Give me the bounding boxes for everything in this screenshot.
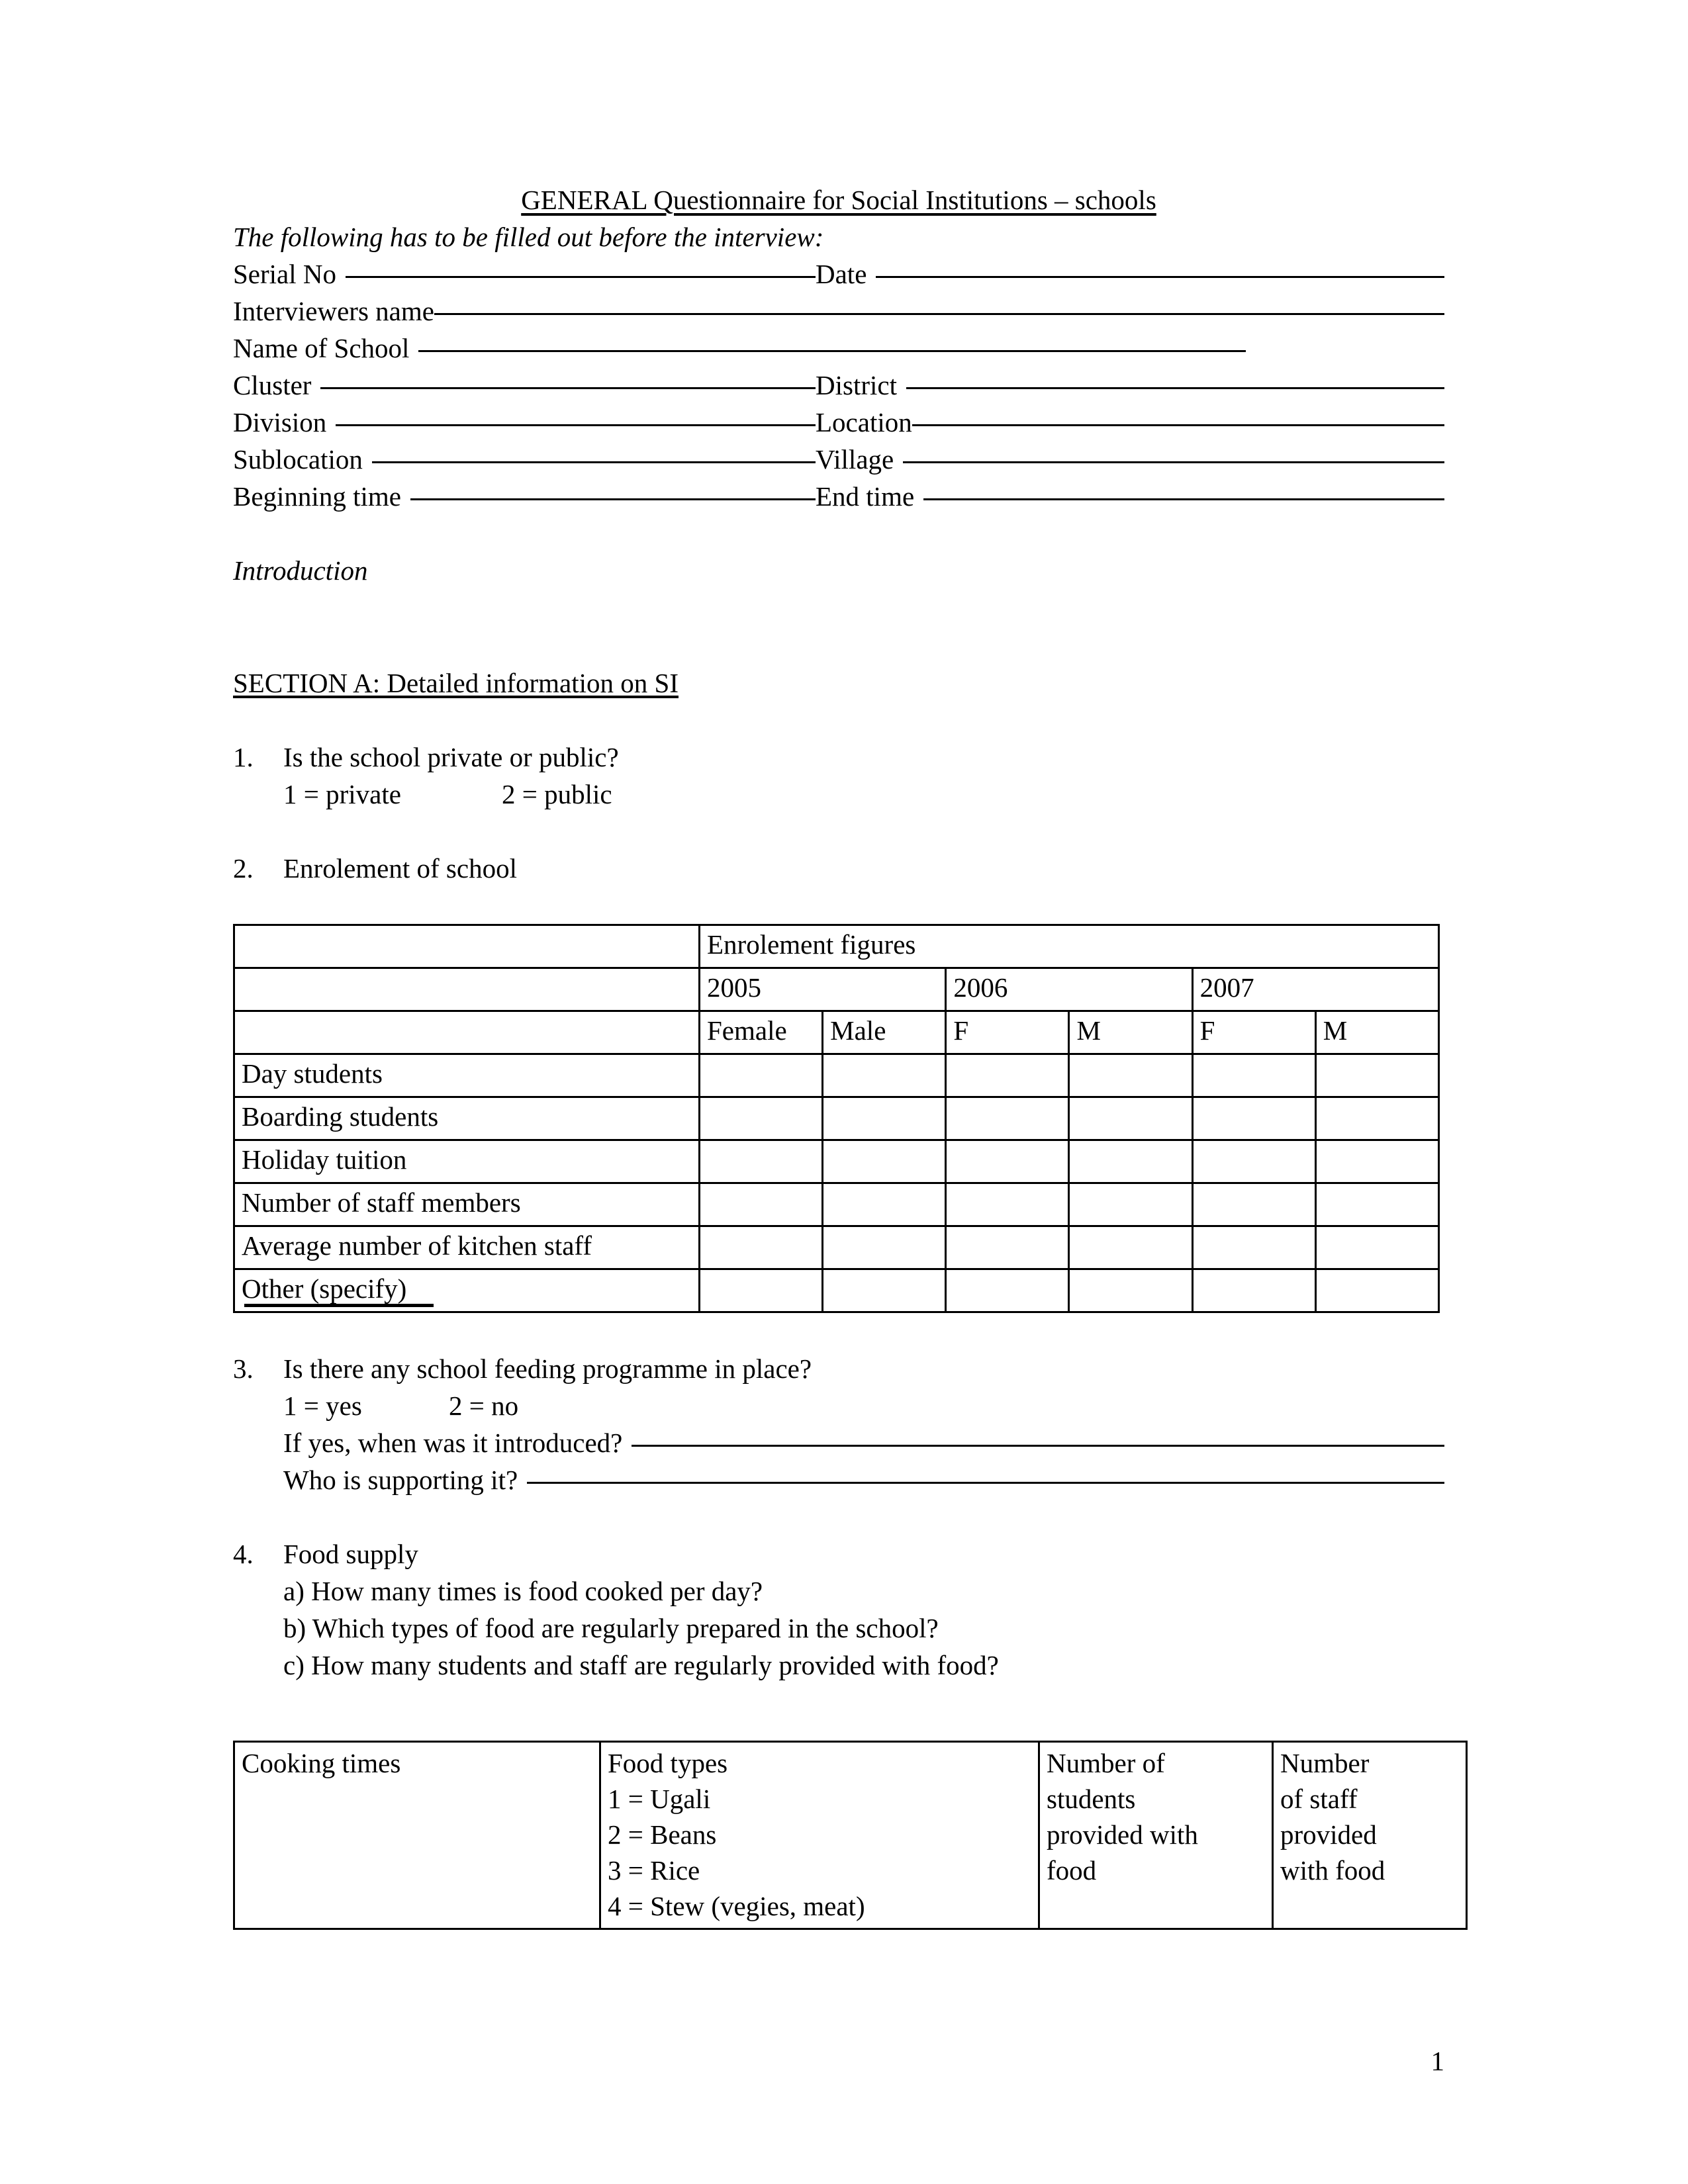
table-row [234, 1742, 1467, 1929]
field-label-name-of-school: Name of School [233, 333, 410, 363]
field-rule-division[interactable] [336, 424, 816, 426]
field-row-interviewers-name [233, 293, 1444, 330]
cell-input[interactable] [1315, 1140, 1438, 1183]
question-4-text: Food supply [283, 1539, 418, 1569]
question-3-followup-introduced [233, 1424, 1444, 1461]
field-row-cluster-district [233, 367, 1444, 404]
question-1-text: Is the school private or public? [283, 742, 619, 772]
students-header-line-1: Number of [1047, 1748, 1165, 1778]
spacer [233, 589, 1444, 645]
cell-input[interactable] [1315, 1183, 1438, 1226]
field-end-time[interactable] [816, 478, 1444, 515]
question-2-number: 2. [233, 853, 254, 884]
spacer [233, 645, 1444, 664]
field-label-beginning-time: Beginning time [233, 481, 401, 512]
field-sublocation[interactable] [233, 441, 816, 478]
cell-sex-2007-f: F [1192, 1011, 1315, 1054]
field-division[interactable] [233, 404, 816, 441]
section-a-heading [233, 664, 1444, 702]
field-rule-village[interactable] [903, 461, 1444, 463]
spacer [233, 1313, 1444, 1350]
field-label-date: Date [816, 259, 867, 289]
page-title [233, 183, 1444, 217]
field-rule-interviewers-name[interactable] [434, 313, 1444, 315]
question-3-followup-introduced-label: If yes, when was it introduced? [283, 1428, 623, 1458]
question-1-option-private[interactable]: 1 = private [283, 779, 401, 809]
page-title-text: GENERAL Questionnaire for Social Institutions – schools [521, 185, 1156, 215]
prefill-note: The following has to be filled out before the interview: [233, 222, 824, 252]
cell-input[interactable] [823, 1183, 946, 1226]
food-type-option-3: 3 = Rice [608, 1855, 700, 1886]
cell-input[interactable] [1192, 1097, 1315, 1140]
field-location[interactable] [816, 404, 1444, 441]
field-label-sublocation: Sublocation [233, 444, 363, 475]
food-type-option-1: 1 = Ugali [608, 1784, 711, 1814]
table-row [234, 1226, 1439, 1269]
food-type-option-2: 2 = Beans [608, 1819, 717, 1850]
field-rule-serial-no[interactable] [346, 276, 816, 278]
cell-input[interactable] [700, 1226, 823, 1269]
page-number: 1 [1430, 2046, 1444, 2076]
students-header-line-3: provided with [1047, 1819, 1198, 1850]
cell-input[interactable] [823, 1097, 946, 1140]
question-1 [233, 739, 1444, 776]
field-label-division: Division [233, 407, 327, 437]
field-village[interactable] [816, 441, 1444, 478]
cell-input[interactable] [1192, 1226, 1315, 1269]
cell-row-label-boarding-students: Boarding students [234, 1097, 700, 1140]
table-row-years [234, 968, 1439, 1011]
enrolement-table [233, 924, 1440, 1313]
spacer [233, 813, 1444, 850]
cell-input[interactable] [1069, 1097, 1192, 1140]
cell-input[interactable] [823, 1140, 946, 1183]
staff-header-line-3: provided [1280, 1819, 1377, 1850]
cell-cooking-times[interactable] [234, 1742, 600, 1929]
cell-sex-2006-f: F [946, 1011, 1069, 1054]
question-3 [233, 1350, 1444, 1387]
cell-input[interactable] [1069, 1183, 1192, 1226]
cell-food-types-title: Food types [608, 1748, 728, 1778]
staff-header-line-1: Number [1280, 1748, 1370, 1778]
cell-input[interactable] [946, 1054, 1069, 1097]
cell-row-label-holiday-tuition: Holiday tuition [234, 1140, 700, 1183]
cell-input[interactable] [700, 1269, 823, 1312]
field-row-name-of-school [233, 330, 1444, 367]
cell-input[interactable] [1192, 1269, 1315, 1312]
cell-number-of-students-provided-with-food[interactable] [1039, 1742, 1273, 1929]
cell-food-types[interactable] [600, 1742, 1039, 1929]
question-4-part-a: a) How many times is food cooked per day? [283, 1576, 763, 1606]
field-label-cluster: Cluster [233, 370, 312, 400]
field-district[interactable] [816, 367, 1444, 404]
question-3-followup-supporter-label: Who is supporting it? [283, 1465, 518, 1495]
field-label-serial-no: Serial No [233, 259, 336, 289]
question-3-number: 3. [233, 1353, 254, 1384]
field-row-division-location [233, 404, 1444, 441]
cell-empty-corner [234, 925, 700, 968]
question-1-options [233, 776, 1444, 813]
table-row-sex-headers [234, 1011, 1439, 1054]
question-4 [233, 1535, 1444, 1572]
question-3-option-yes[interactable]: 1 = yes [283, 1390, 362, 1421]
cell-sex-2007-m: M [1315, 1011, 1438, 1054]
field-rule-sublocation[interactable] [372, 461, 816, 463]
table-row [234, 1269, 1439, 1312]
food-type-option-4: 4 = Stew (vegies, meat) [608, 1891, 865, 1921]
field-date[interactable] [816, 255, 1444, 293]
cell-input[interactable] [1315, 1054, 1438, 1097]
staff-header-line-4: with food [1280, 1855, 1385, 1886]
cell-input[interactable] [1192, 1183, 1315, 1226]
field-interviewers-name[interactable] [233, 293, 1444, 330]
field-name-of-school[interactable] [233, 330, 1246, 367]
cell-input[interactable] [1069, 1226, 1192, 1269]
table-row-group-header [234, 925, 1439, 968]
field-label-village: Village [816, 444, 894, 475]
question-3-options [233, 1387, 1444, 1424]
other-specify-rule[interactable] [244, 1304, 434, 1307]
field-rule-date[interactable] [876, 276, 1444, 278]
field-serial-no[interactable] [233, 255, 816, 293]
question-4-part-b: b) Which types of food are regularly prepared in the school? [283, 1613, 939, 1643]
cell-input[interactable] [1069, 1269, 1192, 1312]
field-label-end-time: End time [816, 481, 915, 512]
staff-header-line-2: of staff [1280, 1784, 1358, 1814]
question-3-followup-supporter [233, 1461, 1444, 1498]
cell-input[interactable] [1069, 1140, 1192, 1183]
table-row [234, 1140, 1439, 1183]
field-row-serial-date [233, 255, 1444, 293]
students-header-line-2: students [1047, 1784, 1136, 1814]
cell-sex-2006-m: M [1069, 1011, 1192, 1054]
field-beginning-time[interactable] [233, 478, 816, 515]
table-row [234, 1054, 1439, 1097]
cell-input[interactable] [823, 1226, 946, 1269]
cell-input[interactable] [700, 1097, 823, 1140]
section-a-heading-text: SECTION A: Detailed information on SI [233, 668, 679, 698]
cell-input[interactable] [946, 1097, 1069, 1140]
cell-row-label-other-specify-text: Other (specify) [242, 1273, 407, 1304]
spacer [233, 887, 1444, 924]
field-rule-beginning-time[interactable] [410, 498, 816, 500]
question-2 [233, 850, 1444, 887]
cell-input[interactable] [700, 1054, 823, 1097]
students-header-line-4: food [1047, 1855, 1097, 1886]
question-3-followup-introduced-rule[interactable] [632, 1445, 1444, 1447]
cell-input[interactable] [946, 1269, 1069, 1312]
cell-input[interactable] [823, 1269, 946, 1312]
field-label-location: Location [816, 407, 912, 437]
cell-input[interactable] [1315, 1097, 1438, 1140]
spacer [233, 702, 1444, 739]
question-4-part-c: c) How many students and staff are regularly provided with food? [283, 1650, 999, 1680]
cell-sex-2005-female: Female [700, 1011, 823, 1054]
cell-empty [234, 968, 700, 1011]
cell-input[interactable] [946, 1183, 1069, 1226]
field-cluster[interactable] [233, 367, 816, 404]
cell-row-label-day-students: Day students [234, 1054, 700, 1097]
cell-cooking-times-label: Cooking times [242, 1748, 401, 1778]
cell-input[interactable] [946, 1226, 1069, 1269]
cell-row-label-number-of-staff-members: Number of staff members [234, 1183, 700, 1226]
field-row-beginning-end-time [233, 478, 1444, 515]
question-2-text: Enrolement of school [283, 853, 517, 884]
cell-input[interactable] [823, 1054, 946, 1097]
field-label-interviewers-name: Interviewers name [233, 296, 434, 326]
spacer [233, 1721, 1444, 1741]
question-3-followup-supporter-rule[interactable] [527, 1482, 1444, 1484]
cell-input[interactable] [1192, 1054, 1315, 1097]
table-row [234, 1183, 1439, 1226]
table-row [234, 1097, 1439, 1140]
cell-number-of-staff-provided-with-food[interactable] [1273, 1742, 1467, 1929]
field-label-district: District [816, 370, 897, 400]
cell-input[interactable] [700, 1183, 823, 1226]
cell-sex-2005-male: Male [823, 1011, 946, 1054]
food-supply-table [233, 1741, 1468, 1930]
question-3-text: Is there any school feeding programme in place? [283, 1353, 812, 1384]
cell-input[interactable] [946, 1140, 1069, 1183]
cell-row-label-other-specify [234, 1269, 700, 1312]
cell-input[interactable] [1069, 1054, 1192, 1097]
field-row-sublocation-village [233, 441, 1444, 478]
cell-input[interactable] [1315, 1269, 1438, 1312]
cell-input[interactable] [1315, 1226, 1438, 1269]
question-1-option-public[interactable]: 2 = public [502, 779, 612, 809]
cell-enrolement-figures: Enrolement figures [700, 925, 1439, 968]
cell-empty [234, 1011, 700, 1054]
field-rule-name-of-school[interactable] [418, 350, 1246, 352]
page-content [233, 183, 1444, 1930]
spacer [233, 1498, 1444, 1535]
field-rule-district[interactable] [906, 387, 1444, 389]
introduction-heading: Introduction [233, 555, 368, 586]
cell-year-2007: 2007 [1192, 968, 1438, 1011]
question-1-number: 1. [233, 742, 254, 772]
field-rule-cluster[interactable] [320, 387, 816, 389]
cell-input[interactable] [1192, 1140, 1315, 1183]
cell-year-2005: 2005 [700, 968, 946, 1011]
field-rule-location[interactable] [912, 424, 1444, 426]
cell-input[interactable] [700, 1140, 823, 1183]
cell-row-label-average-number-of-kitchen-staff: Average number of kitchen staff [234, 1226, 700, 1269]
question-4-number: 4. [233, 1539, 254, 1569]
spacer [233, 1684, 1444, 1721]
cell-year-2006: 2006 [946, 968, 1192, 1011]
spacer [233, 515, 1444, 552]
question-3-option-no[interactable]: 2 = no [449, 1390, 519, 1421]
field-rule-end-time[interactable] [923, 498, 1444, 500]
